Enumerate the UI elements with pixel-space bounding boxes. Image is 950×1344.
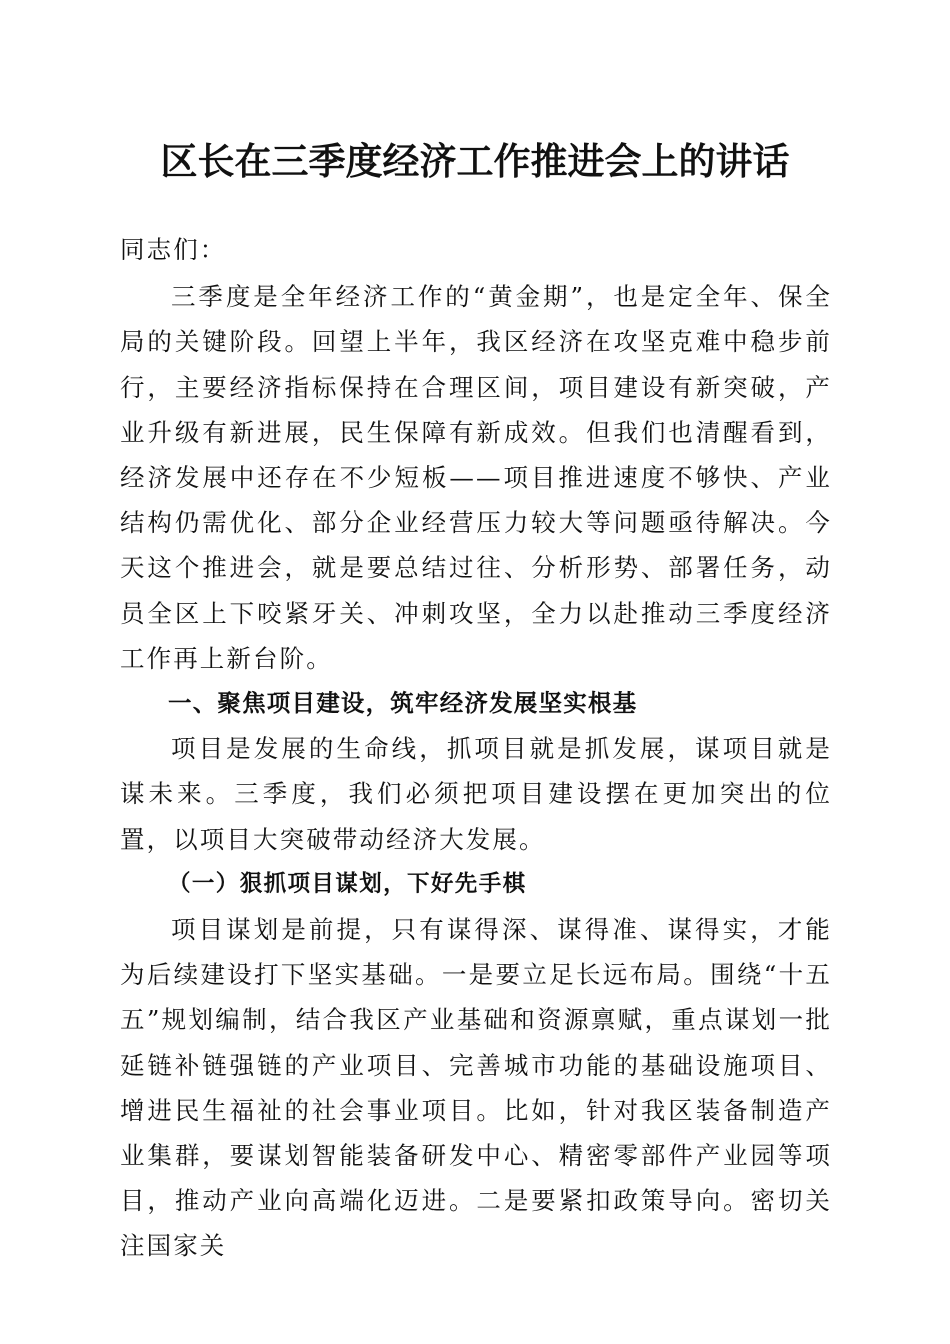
section-1-paragraph: 项目是发展的生命线，抓项目就是抓发展，谋项目就是谋未来。三季度，我们必须把项目建设摆在更加突出的位置，以项目大突破带动经济大发展。: [120, 734, 832, 854]
document-body: [120, 227, 832, 1269]
greeting: 同志们：: [120, 235, 227, 264]
document-title: 区长在三季度经济工作推进会上的讲话: [160, 139, 790, 183]
subsection-1-heading: （一）狠抓项目谋划，下好先手棋: [168, 870, 527, 897]
section-1-heading: 一、聚焦项目建设，筑牢经济发展坚实根基: [168, 689, 638, 718]
intro-paragraph: 三季度是全年经济工作的“黄金期”，也是定全年、保全局的关键阶段。回望上半年，我区经济在攻坚克难中稳步前行，主要经济指标保持在合理区间，项目建设有新突破，产业升级有新进展，民生保障有新成效。但我们也清醒看到，经济发展中还存在不少短板——项目推进速度不够快、产业结构仍需优化、部分企业经营压力较大等问题亟待解决。今天这个推进会，就是要总结过往、分析形势、部署任务，动员全区上下咬紧牙关、冲刺攻坚，全力以赴推动三季度经济工作再上新台阶。: [120, 282, 832, 673]
subsection-1-paragraph: 项目谋划是前提，只有谋得深、谋得准、谋得实，才能为后续建设打下坚实基础。一是要立足长远布局。围绕“十五五”规划编制，结合我区产业基础和资源禀赋，重点谋划一批延链补链强链的产业项目、完善城市功能的基础设施项目、增进民生福祉的社会事业项目。比如，针对我区装备制造产业集群，要谋划智能装备研发中心、精密零部件产业园等项目，推动产业向高端化迈进。二是要紧扣政策导向。密切关注国家关: [120, 915, 832, 1261]
